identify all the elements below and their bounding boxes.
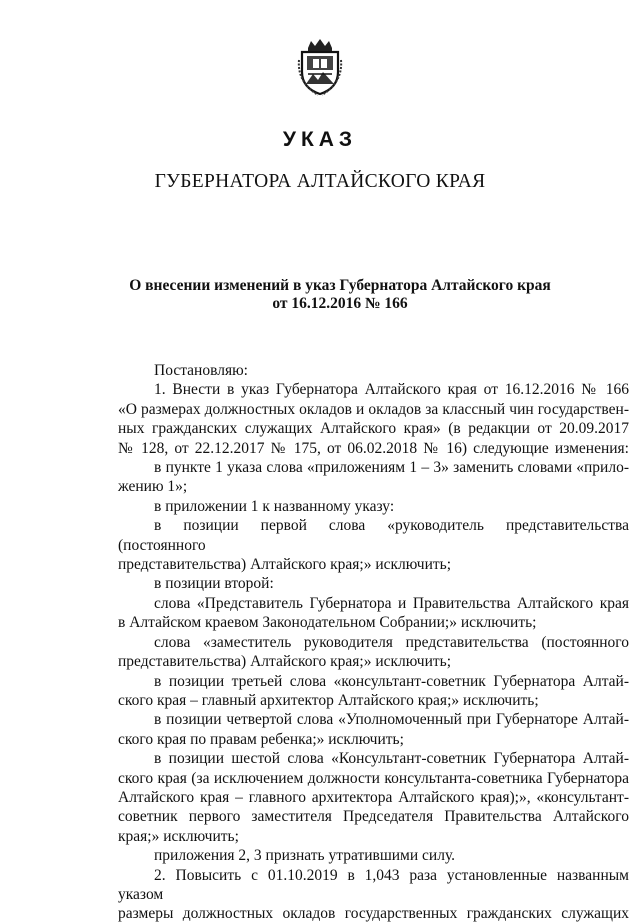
body-line: «О размерах должностных окладов и окладов за классный чин государствен- (118, 400, 629, 418)
body-line: размеры должностных окладов государственных гражданских служащих (118, 905, 629, 923)
issuer-title: ГУБЕРНАТОРА АЛТАЙСКОГО КРАЯ (154, 171, 486, 192)
body-line: советник первого заместителя Председателя Правительства Алтайского (118, 808, 629, 826)
body-line: Постановляю: (154, 362, 248, 379)
body-line: представительства) Алтайского края;» исключить; (118, 556, 452, 574)
subject-line: от 16.12.2016 № 166 (272, 295, 408, 312)
body-line: 2. Повысить с 01.10.2019 в 1,043 раза установленные названным указом (118, 866, 629, 903)
body-line: № 128, от 22.12.2017 № 175, от 06.02.2018 № 16) следующие изменения: (118, 439, 629, 457)
body-line: ского края (за исключением должности консультанта-советника Губернатора (118, 769, 629, 787)
body-line: в позиции третьей слова «консультант-советник Губернатора Алтай- (154, 672, 629, 690)
coat-of-arms-icon (296, 38, 344, 96)
body-line: в позиции второй: (154, 575, 274, 593)
subject-line: О внесении изменений в указ Губернатора Алтайского края (129, 277, 551, 294)
decree-title: УКАЗ (282, 128, 358, 151)
body-line: представительства) Алтайского края;» исключить; (118, 653, 452, 671)
decree-subject (0, 277, 640, 313)
body-line: в позиции шестой слова «Консультант-советник Губернатора Алтай- (154, 750, 629, 768)
body-line: Алтайского края – главного архитектора Алтайского края);», «консультант- (118, 788, 629, 806)
body-line: в позиции первой слова «руководитель представительства (постоянного (118, 517, 629, 554)
body-line: в приложении 1 к названному указу: (154, 497, 395, 515)
body-line: ского края по правам ребенка;» исключить; (118, 730, 404, 748)
body-line: жению 1»; (118, 478, 188, 496)
body-line: в Алтайском краевом Законодательном Собрании;» исключить; (118, 614, 537, 632)
body-line: в позиции четвертой слова «Уполномоченный при Губернаторе Алтай- (154, 711, 629, 729)
body-line: 1. Внести в указ Губернатора Алтайского края от 16.12.2016 № 166 (154, 381, 629, 399)
body-line: в пункте 1 указа слова «приложениям 1 – 3» заменить словами «прило- (154, 459, 629, 477)
body-line: края;» исключить; (118, 827, 239, 845)
body-line: ных гражданских служащих Алтайского края» (в редакции от 20.09.2017 (118, 420, 629, 438)
body-line: слова «Представитель Губернатора и Правительства Алтайского края (154, 594, 629, 612)
body-line: ского края – главный архитектор Алтайского края;» исключить; (118, 691, 539, 709)
body-line: приложения 2, 3 признать утратившими силу. (154, 847, 456, 865)
decree-body (118, 361, 629, 924)
body-line: слова «заместитель руководителя представительства (постоянного (154, 633, 629, 651)
